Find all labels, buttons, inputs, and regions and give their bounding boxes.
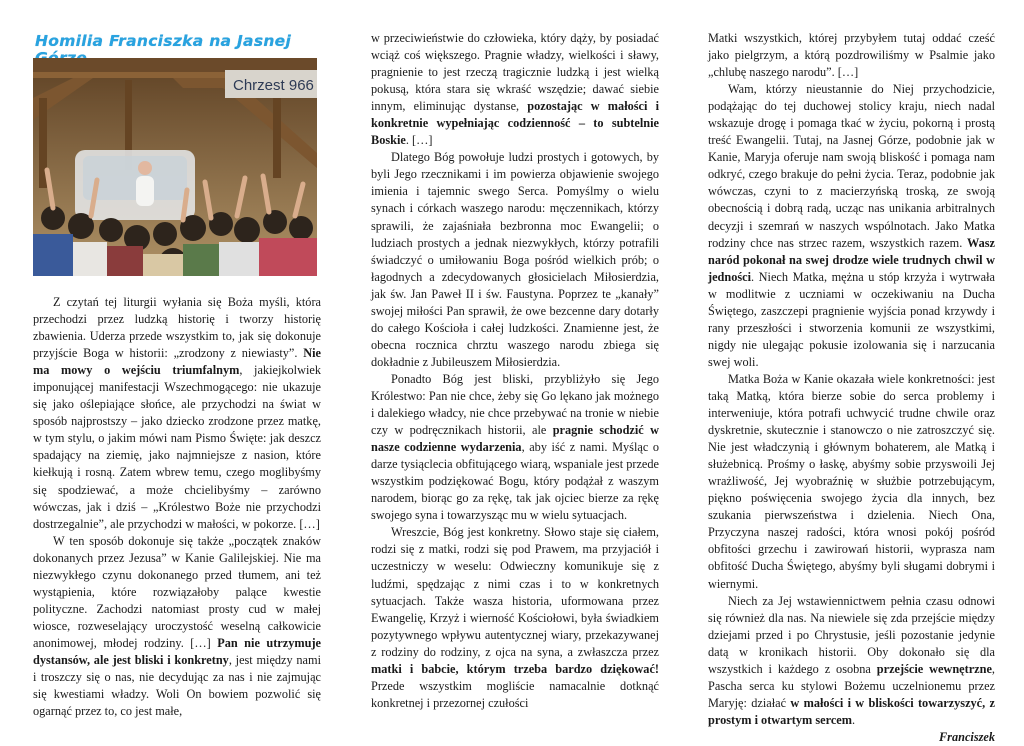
pope-crowd-photo — [33, 58, 317, 276]
paragraph: w przeciwieństwie do człowieka, który dąży, by posiadać wciąż coś większego. Pragnie władzy, wielkości i sławy, pragnienie to jest rzeczą tragicznie ludzką i jest wielką pokusą, która stara się wkraść wszędzie; dawać siebie innym, eliminując dystanse, pozostając w małości i konkretnie wypełniając codzienność – to subtelnie Boskie. […] — [371, 31, 659, 148]
signature: Franciszek — [938, 729, 995, 744]
photo-illustration — [33, 58, 317, 276]
paragraph: Wreszcie, Bóg jest konkretny. Słowo staje się ciałem, rodzi się z matki, rodzi się pod Prawem, ma przyjaciół i uczestniczy w weselu: Odwieczny komunikuje się z ludźmi, spędzając z nimi czas i to w konkretnych sytuacjach. Także wasza historia, uformowana przez Ewangelię, Krzyż i wierność Kościołowi, była świadkiem pozytywnego wpływu autentycznej wiary, przekazywanej z rodziny do rodziny, z ojca na syna, a zwłaszcza przez matki i babcie, którym trzeba bardzo dziękować! Przede wszystkim mogliście namacalnie dotknąć konkretnej i przezornej czułości — [371, 525, 659, 710]
banner-text: Chrzest 966 — [233, 77, 314, 94]
paragraph: Z czytań tej liturgii wyłania się Boża myśli, która przechodzi przez ludzką historię i tworzy historię zbawienia. Uderza przede wszystkim to, jak się dokonuje przyjście Boga w historii: „zrodzony z niewiasty”. Nie ma mowy o wejściu triumfalnym, jakiejkolwiek imponującej manifestacji Wszechmogącego: nie ukazuje się jako oślepiające słońce, ale przychodzi na świat w sposób najprostszy – jako dziecko zrodzone przez matkę, w tym stylu, o jakim mówi nam Pismo Święte: jak deszcz spadający na ziemię, jako najmniejsze z nasion, które kiełkują i rosną. Zatem wbrew temu, czego moglibyśmy się spodziewać, a może chcielibyśmy – zarówno wówczas, jak i dziś – „Królestwo Boże nie przychodzi dostrzegalnie”, ale przychodzi w małości, w pokorze. […] — [33, 295, 321, 531]
column-2 — [371, 30, 659, 712]
article-title: Homilia Franciszka na Jasnej — [35, 32, 292, 50]
paragraph: Matki wszystkich, której przybyłem tutaj oddać cześć jako pielgrzym, a którą pozdrowiliśmy w Psalmie jako „chlubę naszego narodu”. […] — [708, 31, 995, 80]
paragraph: Wam, którzy nieustannie do Niej przychodzicie, podążając do tej duchowej stolicy kraju, niech nadal wskazuje drogę i pomaga tkać w życiu, pokorną i prostą treść Ewangelii. Tutaj, na Jasnej Górze, podobnie jak w Kanie, Maryja oferuje nam swoją bliskość i pomaga nam odkryć, czego brakuje do pełni życia. Teraz, podobnie jak wówczas, czyni to z macierzyńską troską, ze swoją obecnością i dobrą radą, ucząc nas unikania arbitralnych decyzji i szemrań w naszych wspólnotach. Jako Matka rodziny chce nas strzec razem, wszystkich razem. Wasz naród pokonał na swej drodze wiele trudnych chwil w jedności. Niech Matka, mężna u stóp krzyża i wytrwała w modlitwie z uczniami w oczekiwaniu na Ducha Świętego, zaszczepi pragnienie wyjścia ponad krzywdy i rany przeszłości i stworzenia komunii ze wszystkimi, nigdy nie ulegając pokusie izolowania się i narzucania swej woli. — [708, 82, 995, 369]
paragraph: Ponadto Bóg jest bliski, przybliżyło się Jego Królestwo: Pan nie chce, żeby się Go lękano jak możnego i dalekiego władcy, nie chce przebywać na tronie w niebie czy w podręcznikach historii, ale pragnie schodzić w nasze codzienne wydarzenia, aby iść z nami. Myśląc o darze tysiąclecia obfitującego wiarą, wspaniale jest przede wszystkim podziękować Bogu, który podążał z waszym narodem, biorąc go za rękę, tak jak ojciec bierze za rękę swojego syna i towarzysząc mu w wielu sytuacjach. — [371, 371, 660, 523]
paragraph: Niech za Jej wstawiennictwem pełnia czasu odnowi się również dla nas. Na niewiele się zda przejście między dziejami przed i po Chrystusie, jeśli pozostanie jedynie datą w kronikach historii. Oby dokonało się dla wszystkich i każdego z osobna przejście wewnętrzne, Pascha serca ku stylowi Bożemu uczelnionemu przez Maryję: działać w małości i w bliskości towarzyszyć, z prostym i otwartym sercem. — [708, 593, 996, 727]
paragraph: Matka Boża w Kanie okazała wiele konkretności: jest taką Matką, która bierze sobie do serca problemy i interweniuje, która potrafi uchwycić trudne chwile oraz dyskretnie, skutecznie i stanowczo o nie zatroszczyć się. Nie jest władczynią i głównym bohaterem, ale Matką i służebnicą. Prośmy o łaskę, abyśmy sobie przyswoili Jej wrażliwość, Jej wyobraźnię w służbie potrzebującym, piękno poświęcenia swojego życia dla innych, bez szukania pierwszeństwa i dzielenia. Niech Ona, Przyczyna naszej radości, która wnosi pokój pośród obfitości grzechu i zawirowań historii, wyprasza nam obfitość Ducha Świętego, abyśmy byli sługami dobrymi i wiernymi. — [708, 371, 995, 591]
column-1 — [33, 30, 321, 720]
column-3 — [708, 30, 995, 746]
paragraph: W ten sposób dokonuje się także „początek znaków dokonanych przez Jezusa” w Kanie Galilejskiej. Nie ma niezwykłego czynu dokonanego przed tłumem, ani też wystąpienia, które rozwiązałoby palące kwestie polityczne. Zachodzi natomiast prosty cud w małej wiosce, rozweselający uroczystość weselną całkowicie anonimowej, młodej rodziny. […] Pan nie utrzymuje dystansów, ale jest bliski i konkretny, jest między nami i troszczy się o nas, nie decydując za nas i nie zajmując się kwestiami władzy. Woli On bowiem pozwolić się ogarnąć przez to, co jest małe, — [33, 533, 321, 719]
paragraph: Dlatego Bóg powołuje ludzi prostych i gotowych, by byli Jego rzecznikami i im powierza objawienie swojego imienia i tajemnic swego Serca. Pomyślmy o wielu synach i córkach waszego narodu: męczennikach, którzy sprawili, że zajaśniała bezbronna moc Ewangelii; o ludziach prostych a jednak niezwykłych, którzy potrafili świadczyć o umiłowaniu Boga pośród wielkich prób; o łagodnych a zdecydowanych głosicielach Miłosierdzia, jak św. Jan Paweł II i św. Faustyna. Poprzez te „kanały” swojej miłości Pan sprawił, że owe bezcenne dary dotarły do całego Kościoła i całej ludzkości. Znamienne jest, że obecna rocznica chrztu waszego narodu zbiega się dokładnie z Jubileuszem Miłosierdzia. — [371, 150, 659, 369]
